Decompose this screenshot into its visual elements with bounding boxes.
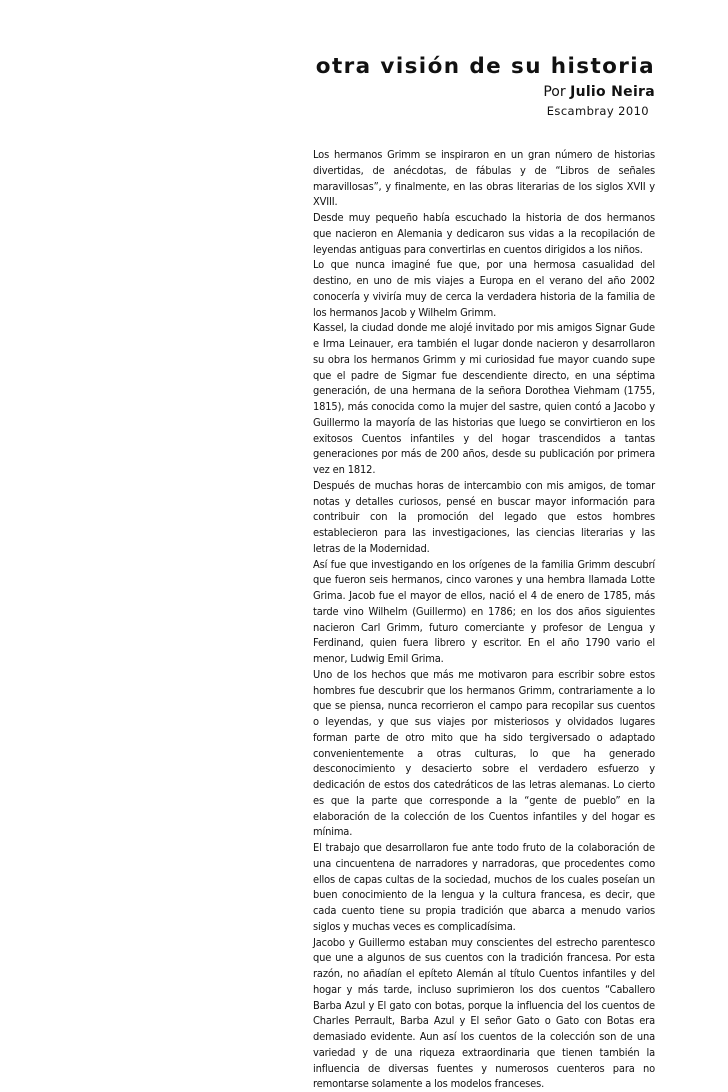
article-body [313, 147, 655, 1092]
paragraph: Uno de los hechos que más me motivaron para escribir sobre estos hombres fue descubrir que los hermanos Grimm, contrariamente a lo que se piensa, nunca recorrieron el campo para recopilar sus cuentos o leyendas, y que sus viajes por misteriosos y olvidados lugares forman parte de otro mito que ha sido tergiversado o adaptado convenientemente a otras culturas, lo que ha generado desconocimiento y desacierto sobre el verdadero esfuerzo y dedicación de estos dos catedráticos de las letras alemanas. Lo cierto es que la parte que corresponde a la “gente de pueblo” en la elaboración de la colección de los Cuentos infantiles y del hogar es mínima. [313, 667, 655, 840]
publication-line: Escambray 2010 [313, 102, 655, 120]
paragraph: Los hermanos Grimm se inspiraron en un gran número de historias divertidas, de anécdotas, de fábulas y de “Libros de señales maravillosas”, y finalmente, en las obras literarias de los siglos XVII y XVIII. [313, 147, 655, 210]
paragraph: Jacobo y Guillermo estaban muy conscientes del estrecho parentesco que une a algunos de sus cuentos con la tradición francesa. Por esta razón, no añadían el epíteto Alemán al título Cuentos infantiles y del hogar y más tarde, incluso suprimieron los dos cuentos “Caballero Barba Azul y El gato con botas, porque la influencia del los cuentos de Charles Perrault, Barba Azul y El señor Gato o Gato con Botas era demasiado evidente. Aun así los cuentos de la colección son de una variedad y de una riqueza extraordinaria que tienen también la influencia de diversas fuentes y numerosos cuenteros para no remontarse solamente a los modelos franceses. [313, 935, 655, 1092]
byline-prefix: Por [543, 84, 570, 100]
paragraph: Desde muy pequeño había escuchado la historia de dos hermanos que nacieron en Alemania y dedicaron sus vidas a la recopilación de leyendas antiguas para convertirlas en cuentos dirigidos a los niños. [313, 210, 655, 257]
paragraph: Así fue que investigando en los orígenes de la familia Grimm descubrí que fueron seis hermanos, cinco varones y una hembra llamada Lotte Grima. Jacob fue el mayor de ellos, nació el 4 de enero de 1785, más tarde vino Wilhelm (Guillermo) en 1786; en los dos años siguientes nacieron Carl Grimm, futuro comerciante y profesor de Lengua y Ferdinand, quien fuera librero y escritor. En el año 1790 vario el menor, Ludwig Emil Grima. [313, 557, 655, 667]
paragraph: El trabajo que desarrollaron fue ante todo fruto de la colaboración de una cincuentena de narradores y narradoras, que procedentes como ellos de capas cultas de la sociedad, muchos de los cuales poseían un buen conocimiento de la lengua y la cultura francesa, es decir, que cada cuento tiene su propia tradición que abarca a menudo varios siglos y muchas veces es complicadísima. [313, 840, 655, 935]
article-title: otra visión de su historia [313, 52, 655, 82]
paragraph: Kassel, la ciudad donde me alojé invitado por mis amigos Signar Gude e Irma Leinauer, era también el lugar donde nacieron y desarrollaron su obra los hermanos Grimm y mi curiosidad fue mayor cuando supe que el padre de Sigmar fue descendiente directo, en una séptima generación, de una hermana de la señora Dorothea Viehmam (1755, 1815), más conocida como la mujer del sastre, quien contó a Jacobo y Guillermo la mayoría de las historias que luego se convirtieron en los exitosos Cuentos infantiles y del hogar trascendidos a tantas generaciones por más de 200 años, desde su publicación por primera vez en 1812. [313, 320, 655, 478]
author-name: Julio Neira [570, 84, 655, 100]
byline [313, 82, 655, 102]
paragraph: Lo que nunca imaginé fue que, por una hermosa casualidad del destino, en uno de mis viajes a Europa en el verano del año 2002 conocería y viviría muy de cerca la verdadera historia de la familia de los hermanos Jacob y Wilhelm Grimm. [313, 257, 655, 320]
article [313, 52, 655, 1092]
paragraph: Después de muchas horas de intercambio con mis amigos, de tomar notas y detalles curiosos, pensé en buscar mayor información para contribuir con la promoción del legado que estos hombres establecieron para las investigaciones, las ciencias literarias y las letras de la Modernidad. [313, 478, 655, 557]
